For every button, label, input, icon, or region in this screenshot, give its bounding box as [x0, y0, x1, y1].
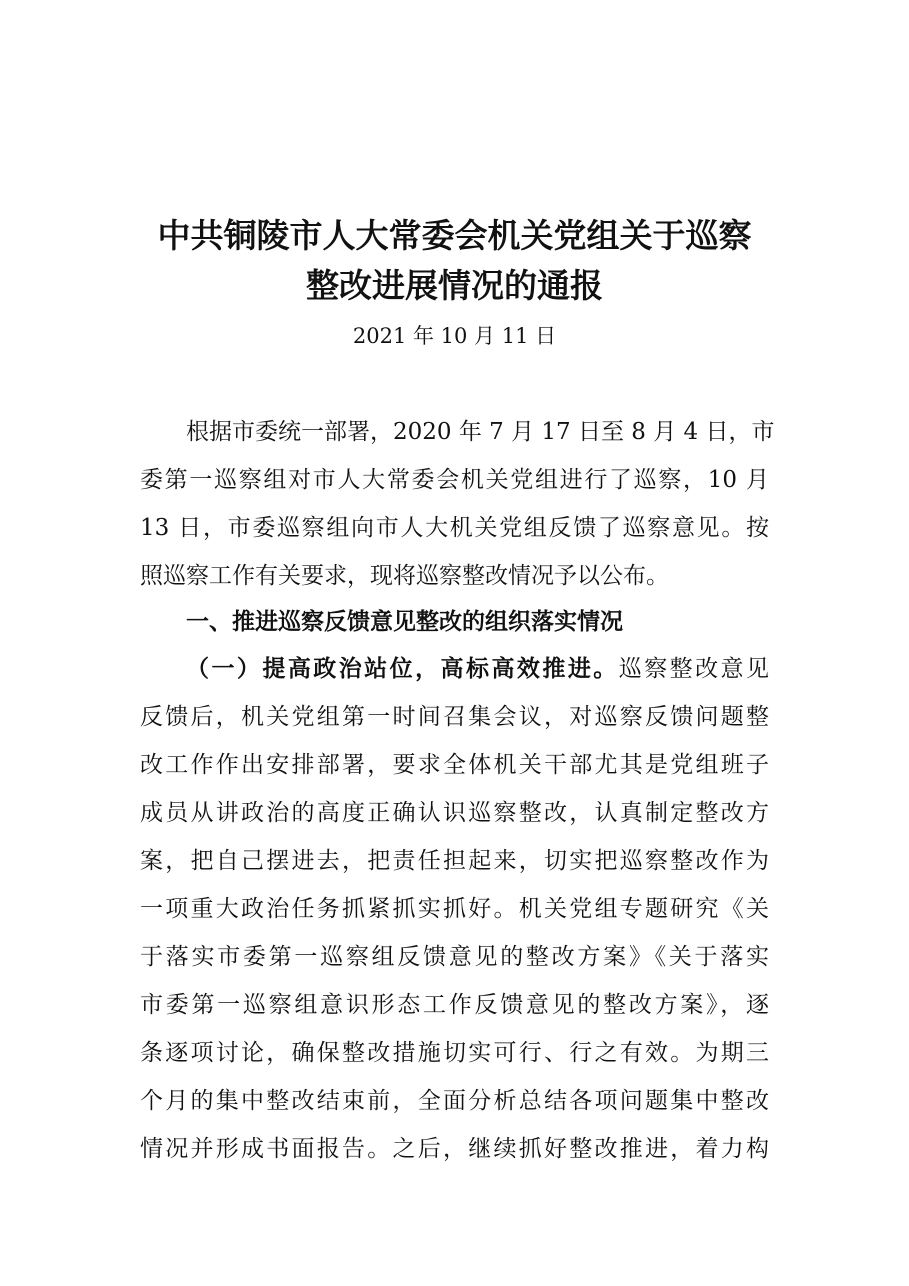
paragraph-line: 于落实市委第一巡察组反馈意见的整改方案》《关于落实 — [140, 944, 769, 970]
document-date: 2021 年 10 月 11 日 — [352, 324, 557, 348]
paragraph-line: 照巡察工作有关要求，现将巡察整改情况予以公布。 — [140, 563, 669, 589]
paragraph-line: 市委第一巡察组意识形态工作反馈意见的整改方案》，逐 — [140, 992, 769, 1018]
paragraph-text: 巡察整改意见 — [618, 656, 770, 682]
paragraph-line: 成员从讲政治的高度正确认识巡察整改，认真制定整改方 — [140, 800, 769, 826]
paragraph-line: 13 日，市委巡察组向市人大机关党组反馈了巡察意见。按 — [140, 515, 769, 541]
paragraph-line: 反馈后，机关党组第一时间召集会议，对巡察反馈问题整 — [140, 704, 769, 730]
paragraph-line: 条逐项讨论，确保整改措施切实可行、行之有效。为期三 — [140, 1040, 769, 1066]
subsection-title: （一）提高政治站位，高标高效推进。 — [186, 656, 619, 682]
paragraph-line: 委第一巡察组对市人大常委会机关党组进行了巡察，10 月 — [140, 467, 769, 493]
paragraph-line: 个月的集中整改结束前，全面分析总结各项问题集中整改 — [140, 1088, 769, 1114]
paragraph-line — [186, 649, 769, 689]
paragraph-line: 案，把自己摆进去，把责任担起来，切实把巡察整改作为 — [140, 848, 769, 874]
section-heading: 一、推进巡察反馈意见整改的组织落实情况 — [186, 609, 623, 635]
paragraph-line: 根据市委统一部署，2020 年 7 月 17 日至 8 月 4 日，市 — [186, 419, 775, 445]
paragraph-line: 情况并形成书面报告。之后，继续抓好整改推进，着力构 — [140, 1136, 769, 1162]
document-title-line-2: 整改进展情况的通报 — [306, 266, 603, 305]
paragraph-line: 改工作作出安排部署，要求全体机关干部尤其是党组班子 — [140, 752, 769, 778]
paragraph-line: 一项重大政治任务抓紧抓实抓好。机关党组专题研究《关 — [140, 896, 769, 922]
document-title-line-1: 中共铜陵市人大常委会机关党组关于巡察 — [157, 216, 752, 255]
